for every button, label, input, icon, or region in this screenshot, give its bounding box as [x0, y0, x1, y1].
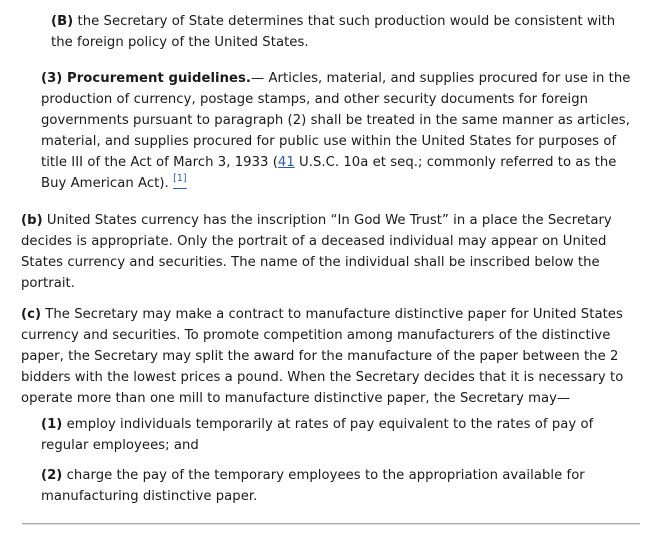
paragraph-heading: Procurement guidelines.	[62, 71, 251, 86]
paragraph-label: (3)	[41, 71, 63, 86]
subsection-text: The Secretary may make a contract to manufacture distinctive paper for United States currency and securities. To promote competition among manufacturers of the distinctive paper, the Secretary may split the award for the manufacture of the paper between the 2 bidders with the lowest prices a pound. When the Secretary decides that it is necessary to operate more than one mill to manufacture distinctive paper, the Secretary may—	[21, 307, 624, 406]
horizontal-divider	[22, 523, 640, 525]
paragraph-c1-employ-individuals	[41, 414, 621, 456]
clause-text: the Secretary of State determines that such production would be consistent with the foreign policy of the United States.	[51, 14, 616, 50]
paragraph-text: Articles, material, and supplies procured for use in the production of currency, postage stamps, and other security documents for foreign governments pursuant to paragraph (2) shall be treated in the same manner as articles, material, and supplies procured for public use within the United States for purposes of title III of the Act of March 3, 1933 (	[41, 71, 631, 170]
subsection-label: (b)	[21, 213, 43, 228]
subsection-label: (c)	[21, 307, 42, 322]
footnote-marker[interactable]: [1]	[173, 173, 187, 184]
subsection-c-distinctive-paper	[21, 304, 641, 409]
paragraph-label: (1)	[41, 417, 63, 432]
heading-dash: —	[251, 71, 269, 86]
paragraph-3-procurement-guidelines	[41, 68, 641, 194]
usc-title-link[interactable]: 41	[277, 155, 295, 170]
footnote-link[interactable]	[173, 173, 187, 191]
subsection-text: United States currency has the inscription “In God We Trust” in a place the Secretary decides is appropriate. Only the portrait of a deceased individual may appear on United States currency and securities. The name of the individual shall be inscribed below the portrait.	[21, 213, 612, 291]
paragraph-text: charge the pay of the temporary employees to the appropriation available for manufacturing distinctive paper.	[41, 468, 585, 504]
paragraph-text-continued: U.S.C. 10a et seq.; commonly referred to as the Buy American Act).	[41, 155, 617, 191]
subsection-b-inscription	[21, 210, 641, 294]
paragraph-c2-charge-pay	[41, 465, 621, 507]
paragraph-label: (2)	[41, 468, 63, 483]
clause-b-subparagraph	[51, 11, 641, 53]
paragraph-text: employ individuals temporarily at rates of pay equivalent to the rates of pay of regular employees; and	[41, 417, 594, 453]
clause-label: (B)	[51, 14, 74, 29]
